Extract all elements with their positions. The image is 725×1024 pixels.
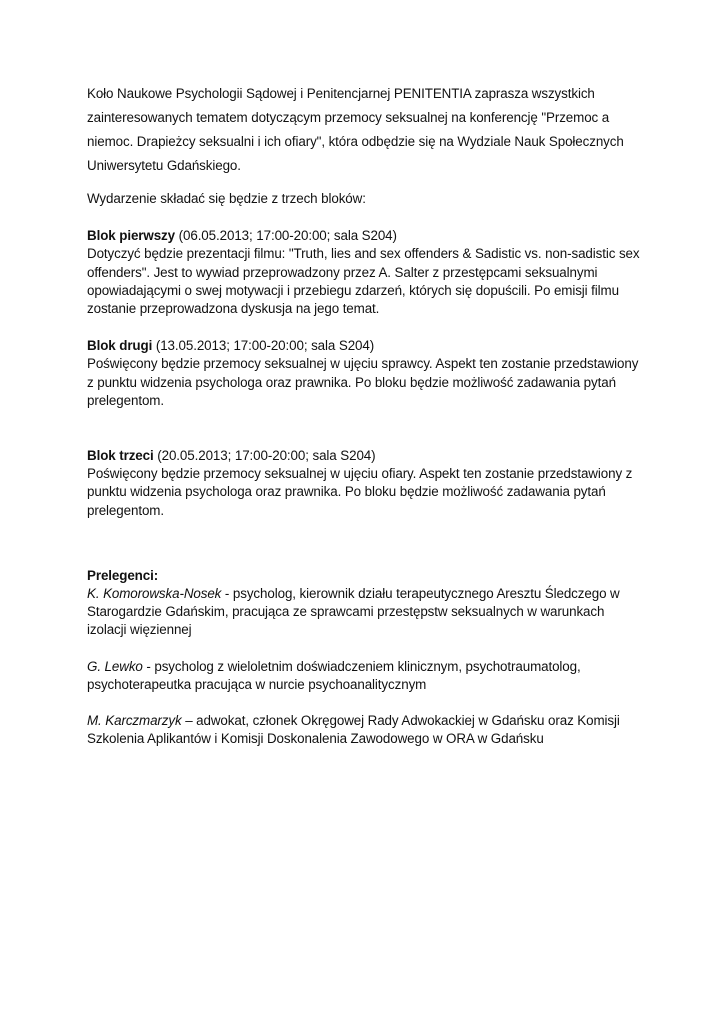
speakers-section <box>87 567 647 640</box>
blocks-lead-paragraph <box>87 190 647 208</box>
speaker-name: G. Lewko <box>87 658 143 674</box>
speaker-name: K. Komorowska-Nosek <box>87 586 222 602</box>
block-second-details: (13.05.2013; 17:00-20:00; sala S204) <box>152 338 375 354</box>
intro-paragraph <box>87 82 647 178</box>
block-second-title: Blok drugi <box>87 338 153 354</box>
block-second-heading <box>87 337 647 355</box>
block-third-title: Blok trzeci <box>87 448 154 464</box>
speaker-name: M. Karczmarzyk <box>87 713 182 729</box>
block-first-details: (06.05.2013; 17:00-20:00; sala S204) <box>175 228 397 244</box>
block-third <box>87 447 647 520</box>
block-second <box>87 337 647 410</box>
block-first-description: Dotyczyć będzie prezentacji filmu: "Truth, lies and sex offenders & Sadistic vs. non-sadistic sex offenders". Jest to wywiad przeprowadzony przez A. Salter z przestępcami seksualnymi opowiadającymi o swej motywacji i przebiegu zdarzeń, których się dopuścili. Po emisji filmu zostanie przeprowadzona dyskusja na jego temat. <box>87 246 640 317</box>
block-first-title: Blok pierwszy <box>87 228 176 244</box>
speaker-description: - psycholog, kierownik działu terapeutycznego Aresztu Śledczego w Starogardzie Gdańskim, pracująca ze sprawcami przestępstw seksualnych w warunkach izolacji więziennej <box>87 586 620 638</box>
speaker-description: – adwokat, członek Okręgowej Rady Adwokackiej w Gdańsku oraz Komisji Szkolenia Aplikantów i Komisji Doskonalenia Zawodowego w ORA w Gdańsku <box>87 713 620 747</box>
block-second-description: Poświęcony będzie przemocy seksualnej w ujęciu sprawcy. Aspekt ten zostanie przedstawiony z punktu widzenia psychologa oraz prawnika. Po bloku będzie możliwość zadawania pytań prelegentom. <box>87 356 639 408</box>
block-third-description: Poświęcony będzie przemocy seksualnej w ujęciu ofiary. Aspekt ten zostanie przedstawiony z punktu widzenia psychologa oraz prawnika. Po bloku będzie możliwość zadawania pytań prelegentom. <box>87 466 633 518</box>
block-first-heading <box>87 227 647 245</box>
speaker-description: - psycholog z wieloletnim doświadczeniem klinicznym, psychotraumatolog, psychoterapeutka pracująca w nurcie psychoanalitycznym <box>87 658 581 692</box>
intro-text: Koło Naukowe Psychologii Sądowej i Penitencjarnej PENITENTIA zaprasza wszystkich zainteresowanych tematem dotyczącym przemocy seksualnej na konferencję "Przemoc a niemoc. Drapieżcy seksualni i ich ofiary", która odbędzie się na Wydziale Nauk Społecznych Uniwersytetu Gdańskiego. <box>87 86 624 173</box>
block-third-heading <box>87 447 647 465</box>
block-first <box>87 227 647 318</box>
speaker-item <box>87 658 647 694</box>
speaker-item <box>87 585 647 640</box>
block-third-details: (20.05.2013; 17:00-20:00; sala S204) <box>153 448 376 464</box>
blocks-lead-text: Wydarzenie składać się będzie z trzech bloków: <box>87 191 366 206</box>
document-page <box>87 82 647 748</box>
speaker-item <box>87 712 647 748</box>
speakers-title: Prelegenci: <box>87 567 159 583</box>
